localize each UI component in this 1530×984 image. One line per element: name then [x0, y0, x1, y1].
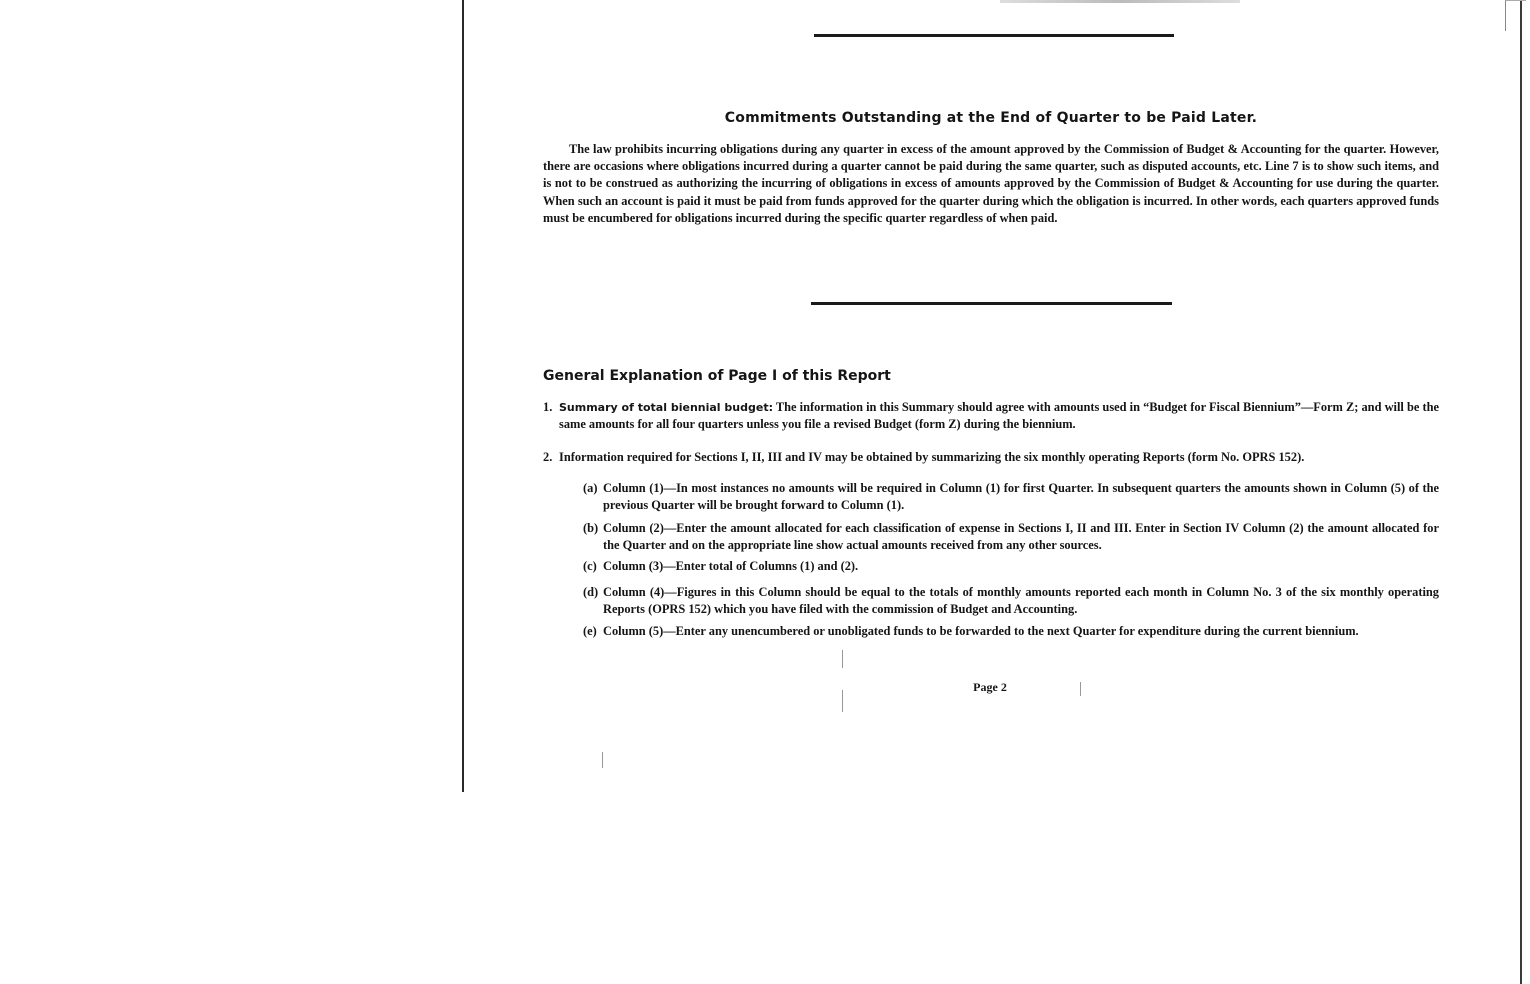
sub-item — [583, 623, 1439, 640]
scan-speck — [842, 650, 843, 668]
scan-corner-artifact — [1505, 0, 1526, 31]
list-item — [543, 449, 1439, 466]
list-item — [543, 399, 1439, 433]
divider-rule-middle — [811, 302, 1172, 305]
sub-item-text: Column (2)—Enter the amount allocated for each classification of expense in Sections I, II and III. Enter in Section IV Column (2) the amount allocated for the Quarter and on the appropriate line show actual amounts received from any other sources. — [603, 521, 1439, 553]
sub-item-letter: (a) — [583, 481, 598, 495]
sub-item-text: Column (4)—Figures in this Column should be equal to the totals of monthly amounts reported each month in Column No. 3 of the six monthly operating Reports (OPRS 152) which you have filed with the commission of Budget and Accounting. — [603, 585, 1439, 617]
scan-speck — [842, 690, 843, 712]
list-item-number: 1. — [543, 400, 553, 414]
sub-item — [583, 558, 1439, 575]
scan-smudge — [1000, 0, 1240, 3]
commitments-paragraph: The law prohibits incurring obligations during any quarter in excess of the amount approved by the Commission of Budget & Accounting for the quarter. However, there are occasions where obligations incurred during a quarter cannot be paid during the same quarter, such as disputed accounts, etc. Line 7 is to show such items, and is not to be construed as authorizing the incurring of obligations in excess of amounts approved by the Commission of Budget & Accounting for use during the quarter. When such an account is paid it must be paid from funds approved for the quarter during which the obligation is incurred. In other words, each quarters approved funds must be encumbered for obligations incurred during the specific quarter regardless of when paid. — [543, 142, 1439, 225]
sub-item-text: Column (1)—In most instances no amounts will be required in Column (1) for first Quarter. In subsequent quarters the amounts shown in Column (5) of the previous Quarter will be brought forward to Column (1). — [603, 481, 1439, 513]
scan-page-edge-left — [462, 0, 464, 792]
sub-item-letter: (c) — [583, 559, 597, 573]
list-item-text: Information required for Sections I, II, III and IV may be obtained by summarizing the six monthly operating Reports (form No. OPRS 152). — [559, 450, 1305, 464]
sub-item-text: Column (5)—Enter any unencumbered or unobligated funds to be forwarded to the next Quarter for expenditure during the current biennium. — [603, 624, 1359, 638]
section-heading-commitments: Commitments Outstanding at the End of Quarter to be Paid Later. — [724, 110, 1258, 126]
sub-item-letter: (d) — [583, 585, 599, 599]
sub-item-letter: (e) — [583, 624, 597, 638]
section-heading-general-explanation: General Explanation of Page I of this Report — [543, 368, 891, 384]
sub-item — [583, 520, 1439, 554]
scan-speck — [602, 752, 603, 768]
page-number: Page 2 — [973, 680, 1007, 694]
list-item-body — [543, 399, 1439, 433]
list-item-lead: Summary of total biennial budget: — [559, 401, 773, 414]
scan-speck — [1080, 682, 1081, 696]
scan-page-edge-right — [1520, 0, 1522, 984]
sub-item — [583, 480, 1439, 514]
sub-item-text: Column (3)—Enter total of Columns (1) and (2). — [603, 559, 859, 573]
list-item-number: 2. — [543, 450, 553, 464]
sub-item-letter: (b) — [583, 521, 599, 535]
sub-item — [583, 584, 1439, 618]
divider-rule-top — [814, 34, 1174, 37]
list-item-text: The information in this Summary should agree with amounts used in “Budget for Fiscal Biennium”—Form Z; and will be the same amounts for all four quarters unless you file a revised Budget (form Z) during the biennium. — [559, 400, 1439, 432]
